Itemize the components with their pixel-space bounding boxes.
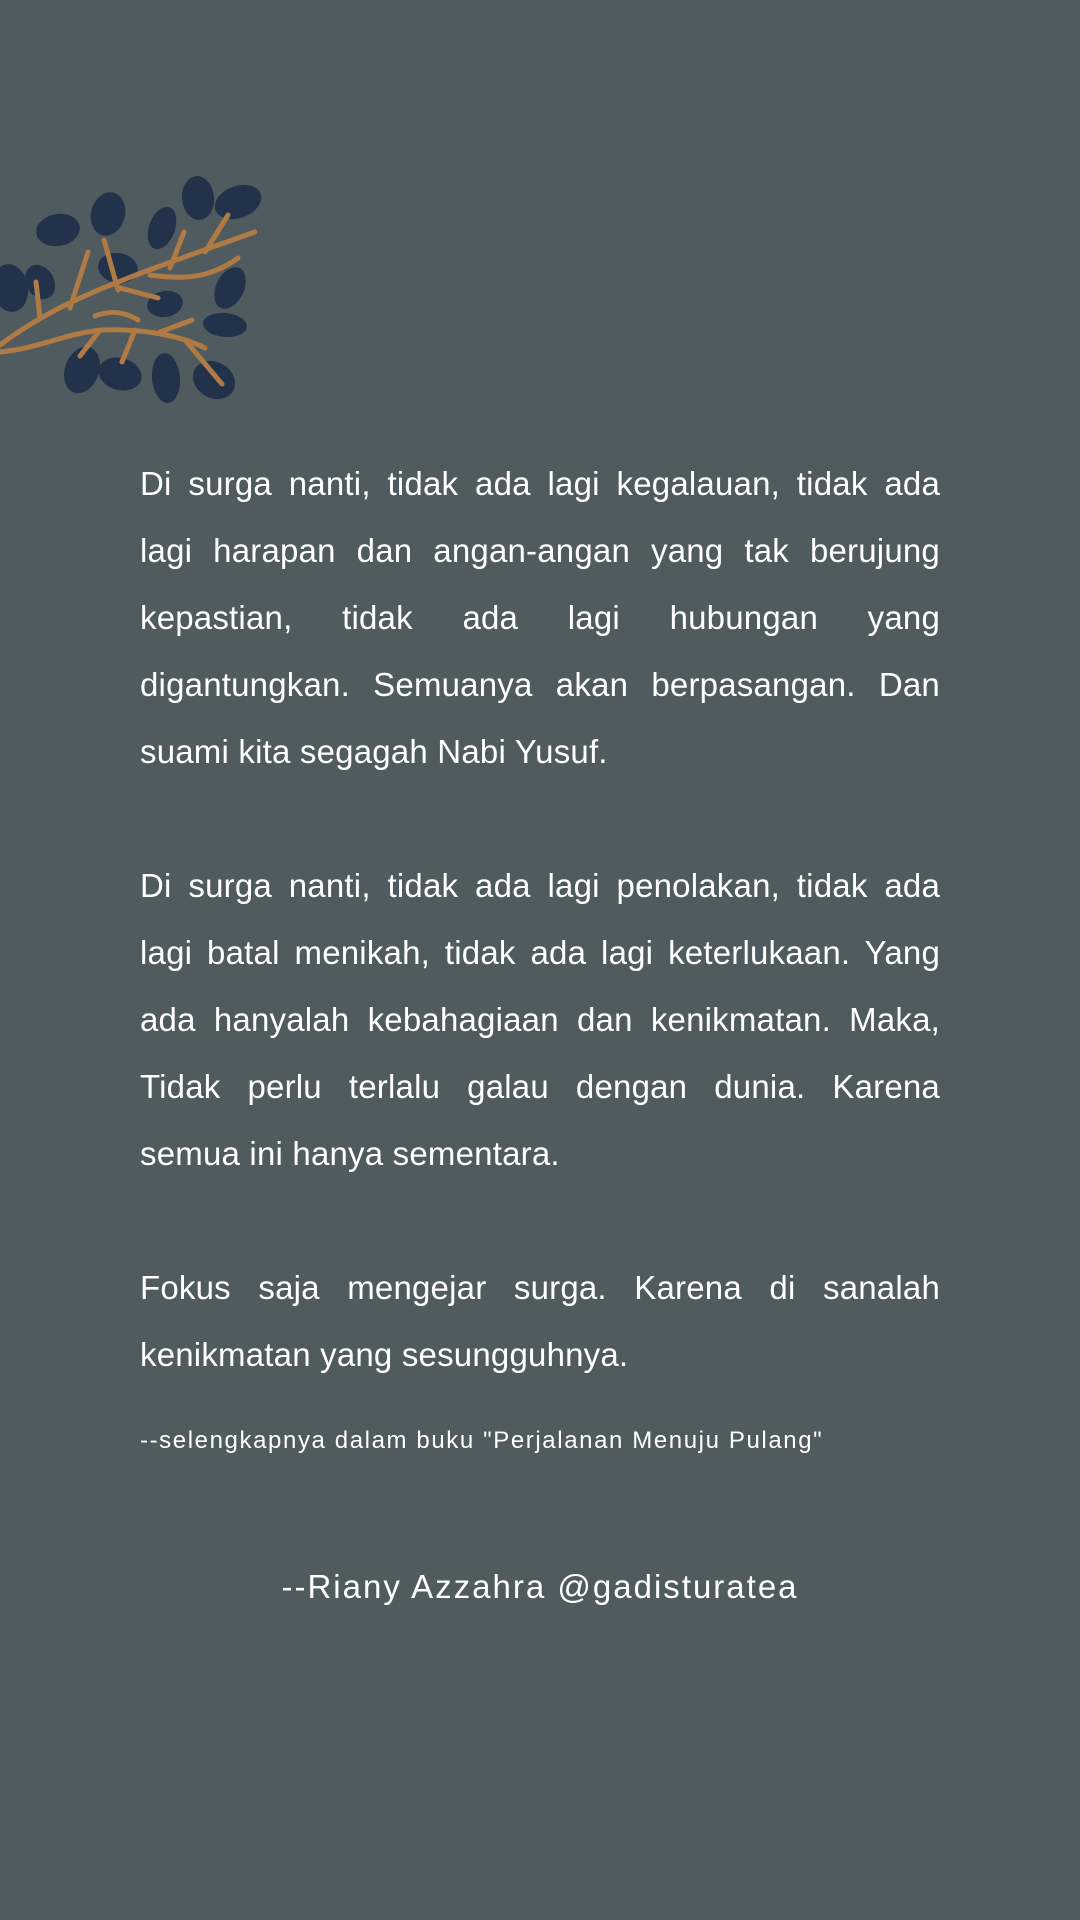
leafy-branch-icon bbox=[0, 170, 280, 420]
quote-paragraph: Di surga nanti, tidak ada lagi penolakan, tidak ada lagi batal menikah, tidak ada lagi keterlukaan. Yang ada hanyalah kebahagiaan dan kenikmatan. Maka, Tidak perlu terlalu galau dengan dunia. Karena semua ini hanya sementara. bbox=[140, 867, 940, 1172]
quote-paragraph: Fokus saja mengejar surga. Karena di sanalah kenikmatan yang sesungguhnya. bbox=[140, 1269, 940, 1373]
author-signature: --Riany Azzahra @gadisturatea bbox=[281, 1568, 799, 1605]
quote-paragraph: Di surga nanti, tidak ada lagi kegalauan, tidak ada lagi harapan dan angan-angan yang tak berujung kepastian, tidak ada lagi hubungan yang digantungkan. Semuanya akan berpasangan. Dan suami kita segagah Nabi Yusuf. bbox=[140, 465, 940, 770]
source-note: --selengkapnya dalam buku "Perjalanan Menuju Pulang" bbox=[140, 1427, 824, 1454]
quote-body bbox=[140, 450, 940, 1458]
